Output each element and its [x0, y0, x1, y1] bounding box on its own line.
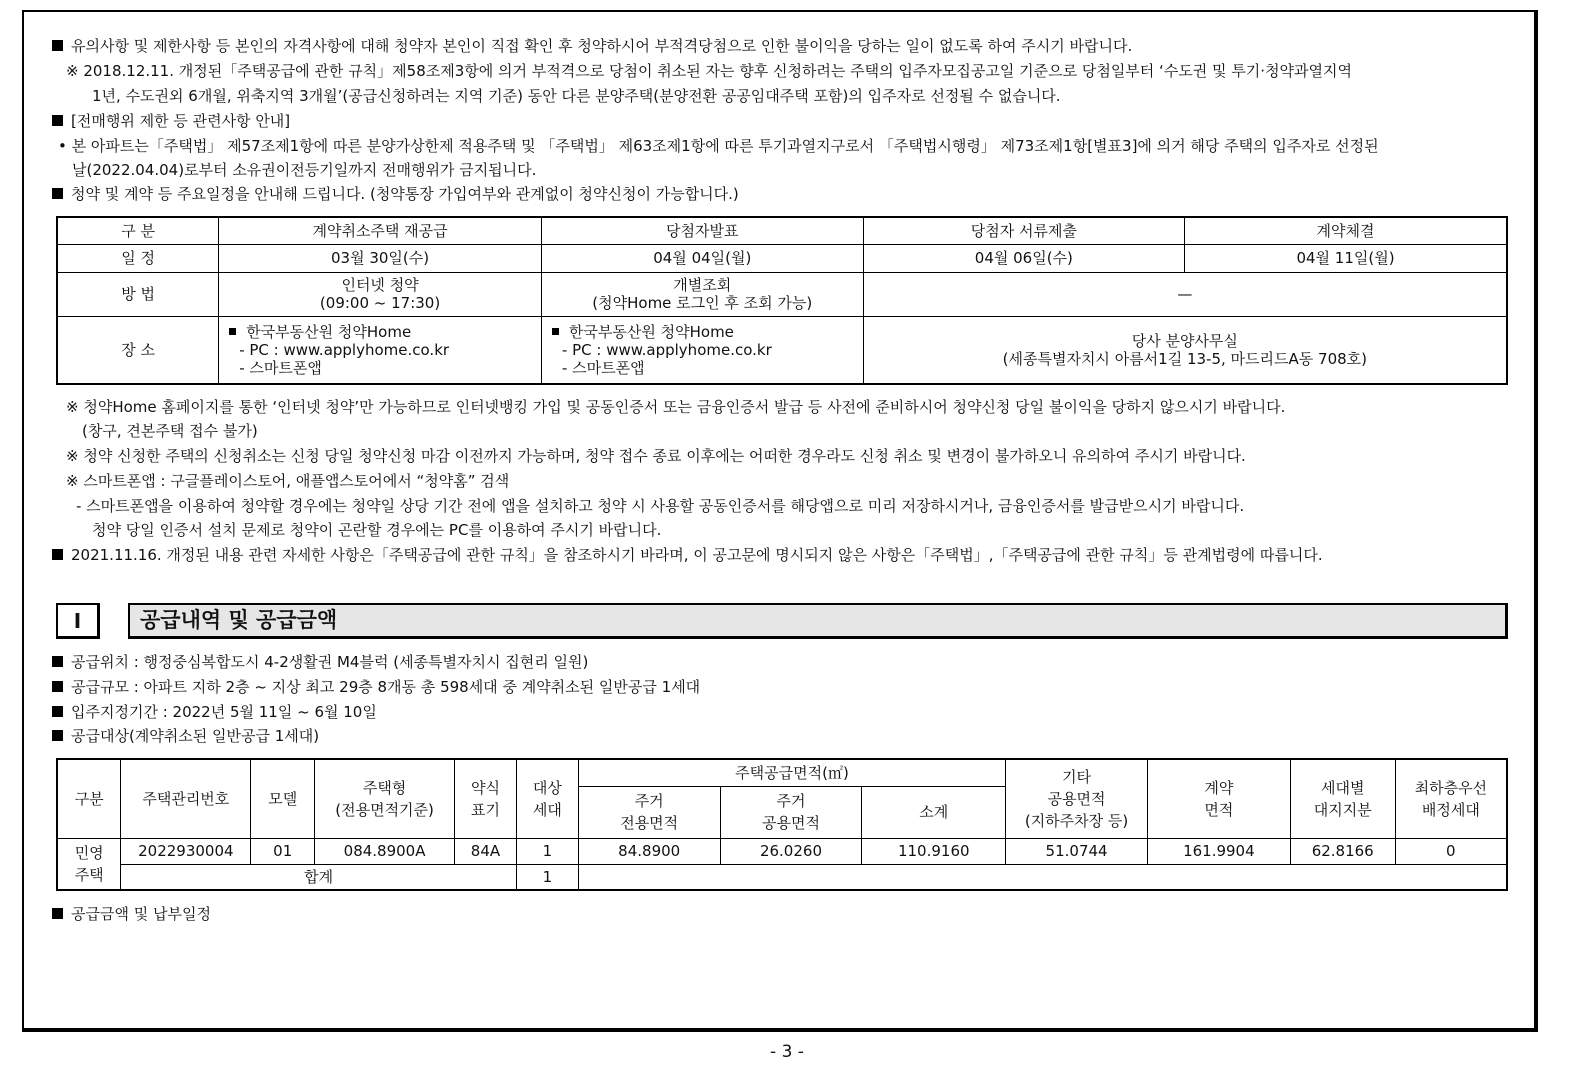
total-label: 합계 — [121, 864, 517, 890]
date-cell: 03월 30일(수) — [219, 244, 542, 272]
row-label — [57, 838, 121, 890]
note-line: ※ 청약Home 홈페이지를 통한 ‘인터넷 청약’만 가능하므로 인터넷뱅킹 가입 및 공동인증서 또는 금융인증서 발급 등 사전에 준비하시어 청약신청 당일 불이익을 당하지 않으시기 바랍니다. — [66, 398, 1286, 416]
note-line: (창구, 견본주택 접수 불가) — [82, 422, 258, 440]
col-header — [1147, 759, 1290, 838]
schedule-header: 계약취소주택 재공급 — [219, 217, 542, 244]
place-cell — [219, 316, 542, 384]
bullet-square-icon — [552, 328, 559, 335]
row-label: 일 정 — [57, 244, 219, 272]
header-text: 기타 — [1062, 767, 1092, 786]
header-text: 계약 — [1204, 778, 1234, 797]
header-text: 주거 — [634, 792, 664, 810]
header-text: 대상 — [532, 778, 562, 797]
note-line: • 본 아파트는「주택법」 제57조제1항에 따른 분양가상한제 적용주택 및 「주택법」 제63조제1항에 따른 투기과열지구로서 「주택법시행령」 제73조제1항[별표3]에 의거 해당 주택의 입주자로 선정된 — [58, 137, 1379, 155]
note-line: 청약 당일 인증서 설치 문제로 청약이 곤란할 경우에는 PC를 이용하여 주시기 바랍니다. — [92, 521, 662, 539]
table-cell: 1 — [516, 838, 578, 864]
header-text: 공용면적 — [761, 814, 820, 832]
table-cell: 01 — [251, 838, 315, 864]
row-label: 방 법 — [57, 272, 219, 316]
section-number: I — [56, 603, 100, 639]
col-header — [578, 786, 720, 838]
method-text: (09:00 ~ 17:30) — [319, 294, 441, 312]
schedule-table — [56, 216, 1508, 385]
note-line: 2021.11.16. 개정된 내용 관련 자세한 사항은「주택공급에 관한 규칙」을 참조하시기 바라며, 이 공고문에 명시되지 않은 사항은「주택법」,「주택공급에 관한 규칙」등 관계법령에 따릅니다. — [52, 545, 1323, 565]
supply-header-row — [57, 759, 1507, 786]
col-header — [1395, 759, 1507, 838]
bullet-square-icon — [52, 706, 63, 717]
schedule-method-row — [57, 272, 1507, 316]
col-header: 소계 — [862, 786, 1006, 838]
supply-info-line: 공급대상(계약취소된 일반공급 1세대) — [52, 726, 319, 746]
supply-info-line: 공급규모 : 아파트 지하 2층 ~ 지상 최고 29층 8개동 총 598세대 중 계약취소된 일반공급 1세대 — [52, 677, 700, 697]
note-line: ※ 스마트폰앱 : 구글플레이스토어, 애플앱스토어에서 “청약홈” 검색 — [66, 472, 510, 490]
header-text: (전용면적기준) — [335, 800, 434, 819]
place-cell — [541, 316, 863, 384]
note-line: 청약 및 계약 등 주요일정을 안내해 드립니다. (청약통장 가입여부와 관계없이 청약신청이 가능합니다.) — [52, 184, 739, 204]
date-cell: 04월 06일(수) — [863, 244, 1184, 272]
col-header — [516, 759, 578, 838]
method-text: (청약Home 로그인 후 조회 가능) — [592, 294, 813, 312]
place-line: 한국부동산원 청약Home — [552, 323, 859, 341]
header-text: 공용면적 — [1047, 789, 1106, 808]
table-cell: 084.8900A — [315, 838, 455, 864]
schedule-date-row — [57, 244, 1507, 272]
header-text: 표기 — [470, 800, 500, 819]
bullet-square-icon — [52, 549, 63, 560]
method-cell — [541, 272, 863, 316]
place-line: 한국부동산원 청약Home — [229, 323, 537, 341]
bullet-square-icon — [52, 188, 63, 199]
place-line: 당사 분양사무실 — [1131, 331, 1238, 350]
table-cell: 161.9904 — [1147, 838, 1290, 864]
table-row — [57, 838, 1507, 864]
method-text: 인터넷 청약 — [341, 276, 419, 294]
bullet-square-icon — [52, 115, 63, 126]
table-cell: 62.8166 — [1290, 838, 1395, 864]
note-line: 1년, 수도권외 6개월, 위축지역 3개월’(공급신청하려는 지역 기준) 동안 다른 분양주택(분양전환 공공임대주택 포함)의 입주자로 선정될 수 없습니다. — [92, 87, 1061, 105]
supply-info-line: 입주지정기간 : 2022년 5월 11일 ~ 6월 10일 — [52, 702, 377, 722]
total-units: 1 — [516, 864, 578, 890]
schedule-header-row — [57, 217, 1507, 244]
header-text: 대지지분 — [1313, 800, 1372, 819]
schedule-header: 당첨자 서류제출 — [863, 217, 1184, 244]
note-line: ※ 2018.12.11. 개정된「주택공급에 관한 규칙」제58조제3항에 의거 부적격으로 당첨이 취소된 자는 향후 신청하려는 주택의 입주자모집공고일 기준으로 당첨일부터 ‘수도권 및 투기·청약과열지역 — [66, 62, 1353, 80]
note-line: 날(2022.04.04)로부터 소유권이전등기일까지 전매행위가 금지됩니다. — [72, 161, 537, 179]
col-header: 주택공급면적(㎡) — [578, 759, 1005, 786]
page-number: - 3 - — [770, 1042, 804, 1062]
table-cell: 26.0260 — [720, 838, 862, 864]
supply-info-line: 공급위치 : 행정중심복합도시 4-2생활권 M4블럭 (세종특별자치시 집현리 일원) — [52, 652, 588, 672]
section-title: 공급내역 및 공급금액 — [128, 603, 1508, 639]
bullet-square-icon — [52, 656, 63, 667]
header-text: 최하층우선 — [1414, 778, 1488, 797]
schedule-place-row — [57, 316, 1507, 384]
table-cell: 2022930004 — [121, 838, 251, 864]
place-line: - 스마트폰앱 — [561, 358, 645, 377]
supply-table — [56, 758, 1508, 891]
schedule-header: 당첨자발표 — [541, 217, 863, 244]
table-cell: 84.8900 — [578, 838, 720, 864]
col-header — [1006, 759, 1148, 838]
table-cell: 0 — [1395, 838, 1507, 864]
header-text: (지하주차장 등) — [1024, 811, 1129, 830]
place-cell — [863, 316, 1507, 384]
note-line: 유의사항 및 제한사항 등 본인의 자격사항에 대해 청약자 본인이 직접 확인 후 청약하시어 부적격당첨으로 인한 불이익을 당하는 일이 없도록 하여 주시기 바랍니다. — [52, 36, 1132, 56]
col-header: 모델 — [251, 759, 315, 838]
note-line: - 스마트폰앱을 이용하여 청약할 경우에는 청약일 상당 기간 전에 앱을 설치하고 청약 시 사용할 공동인증서를 해당앱으로 미리 저장하시거나, 금융인증서를 발급받으시기 바랍니다. — [76, 497, 1245, 515]
method-cell — [219, 272, 542, 316]
date-cell: 04월 04일(월) — [541, 244, 863, 272]
table-cell: 110.9160 — [862, 838, 1006, 864]
header-text: 세대별 — [1320, 778, 1365, 797]
row-label: 장 소 — [57, 316, 219, 384]
header-text: 세대 — [532, 800, 562, 819]
col-header — [1290, 759, 1395, 838]
bullet-square-icon — [52, 908, 63, 919]
table-cell: 84A — [455, 838, 517, 864]
schedule-header: 구 분 — [57, 217, 219, 244]
header-text: 전용면적 — [620, 814, 679, 832]
col-header — [315, 759, 455, 838]
place-line: - PC : www.applyhome.co.kr — [561, 340, 772, 359]
empty-cell — [578, 864, 1507, 890]
header-text: 면적 — [1204, 800, 1234, 819]
method-text: 개별조회 — [673, 276, 732, 294]
bullet-square-icon — [229, 328, 236, 335]
place-line: - 스마트폰앱 — [239, 358, 322, 377]
bullet-square-icon — [52, 681, 63, 692]
header-text: 민영 — [74, 843, 104, 862]
col-header: 구분 — [57, 759, 121, 838]
place-line: - PC : www.applyhome.co.kr — [239, 340, 450, 359]
note-line: [전매행위 제한 등 관련사항 안내] — [52, 111, 290, 131]
bullet-square-icon — [52, 40, 63, 51]
col-header: 주택관리번호 — [121, 759, 251, 838]
footer-note: 공급금액 및 납부일정 — [52, 904, 211, 924]
bullet-square-icon — [52, 730, 63, 741]
method-cell: — — [863, 272, 1507, 316]
note-line: ※ 청약 신청한 주택의 신청취소는 신청 당일 청약신청 마감 이전까지 가능하며, 청약 접수 종료 이후에는 어떠한 경우라도 신청 취소 및 변경이 불가하오니 유의하여 주시기 바랍니다. — [66, 447, 1246, 465]
table-cell: 51.0744 — [1006, 838, 1148, 864]
header-text: 배정세대 — [1421, 800, 1480, 819]
total-row — [57, 864, 1507, 890]
header-text: 주택 — [74, 865, 104, 884]
col-header — [455, 759, 517, 838]
schedule-header: 계약체결 — [1185, 217, 1507, 244]
header-text: 약식 — [470, 778, 500, 797]
header-text: 주거 — [776, 792, 806, 810]
col-header — [720, 786, 862, 838]
date-cell: 04월 11일(월) — [1185, 244, 1507, 272]
header-text: 주택형 — [362, 778, 407, 797]
place-line: (세종특별자치시 아름서1길 13-5, 마드리드A동 708호) — [1002, 349, 1367, 368]
